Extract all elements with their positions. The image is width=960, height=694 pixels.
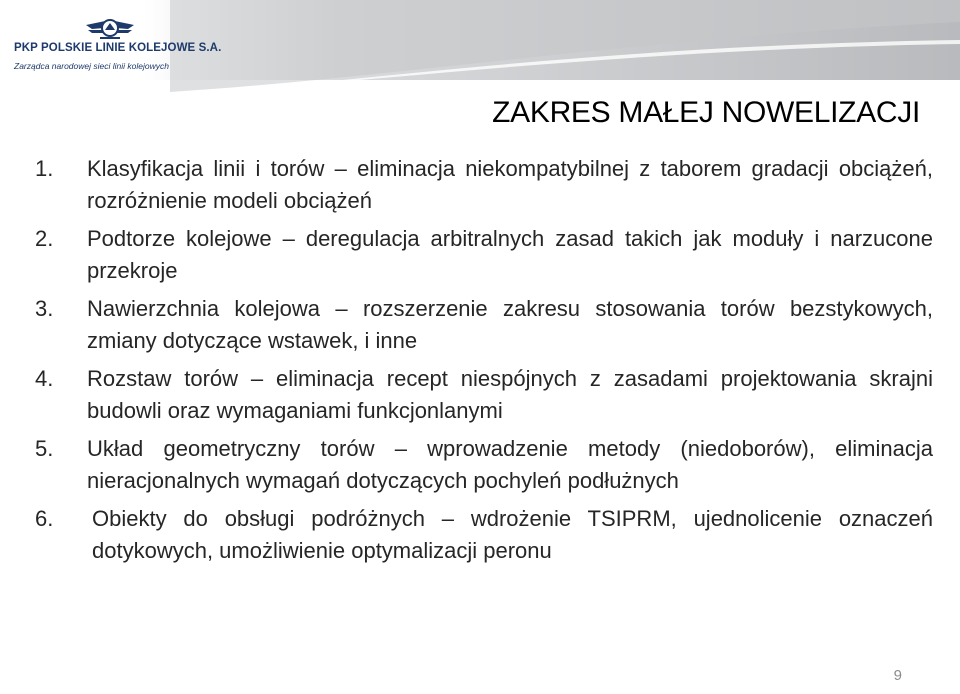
numbered-list [35, 153, 933, 573]
company-logo [14, 16, 222, 78]
header-swoosh [170, 0, 960, 92]
list-item-number: 2. [35, 226, 54, 251]
pkp-winged-emblem-icon [80, 16, 140, 42]
slide-title: ZAKRES MAŁEJ NOWELIZACJI [492, 96, 920, 129]
list-item-text: Układ geometryczny torów – wprowadzenie metody (niedoborów), eliminacja nieracjonalnych wymagań dotyczących pochyleń podłużnych [87, 436, 933, 493]
list-item-text: Podtorze kolejowe – deregulacja arbitralnych zasad takich jak moduły i narzucone przekroje [87, 226, 933, 283]
list-item-number: 6. [35, 506, 54, 531]
list-item-text: Nawierzchnia kolejowa – rozszerzenie zakresu stosowania torów bezstykowych, zmiany dotyczące wstawek, i inne [87, 296, 933, 353]
list-item [35, 153, 933, 217]
list-item-text: Klasyfikacja linii i torów – eliminacja niekompatybilnej z taborem gradacji obciążeń, rozróżnienie modeli obciążeń [87, 156, 933, 213]
list-item [35, 433, 933, 497]
logo-subtitle: Zarządca narodowej sieci linii kolejowych [14, 61, 169, 71]
list-item-number: 1. [35, 156, 54, 181]
list-item-number: 5. [35, 436, 54, 461]
list-item [35, 363, 933, 427]
list-item-number: 4. [35, 366, 54, 391]
list-item-number: 3. [35, 296, 54, 321]
list-item-text: Rozstaw torów – eliminacja recept niespójnych z zasadami projektowania skrajni budowli oraz wymaganiami funkcjonlanymi [87, 366, 933, 423]
list-item-text: Obiekty do obsługi podróżnych – wdrożenie TSIPRM, ujednolicenie oznaczeń dotykowych, umożliwienie optymalizacji peronu [92, 506, 933, 563]
list-item [35, 293, 933, 357]
page-number: 9 [893, 667, 902, 684]
logo-company-name: PKP POLSKIE LINIE KOLEJOWE S.A. [14, 42, 222, 54]
list-item [35, 223, 933, 287]
list-item [35, 503, 933, 567]
